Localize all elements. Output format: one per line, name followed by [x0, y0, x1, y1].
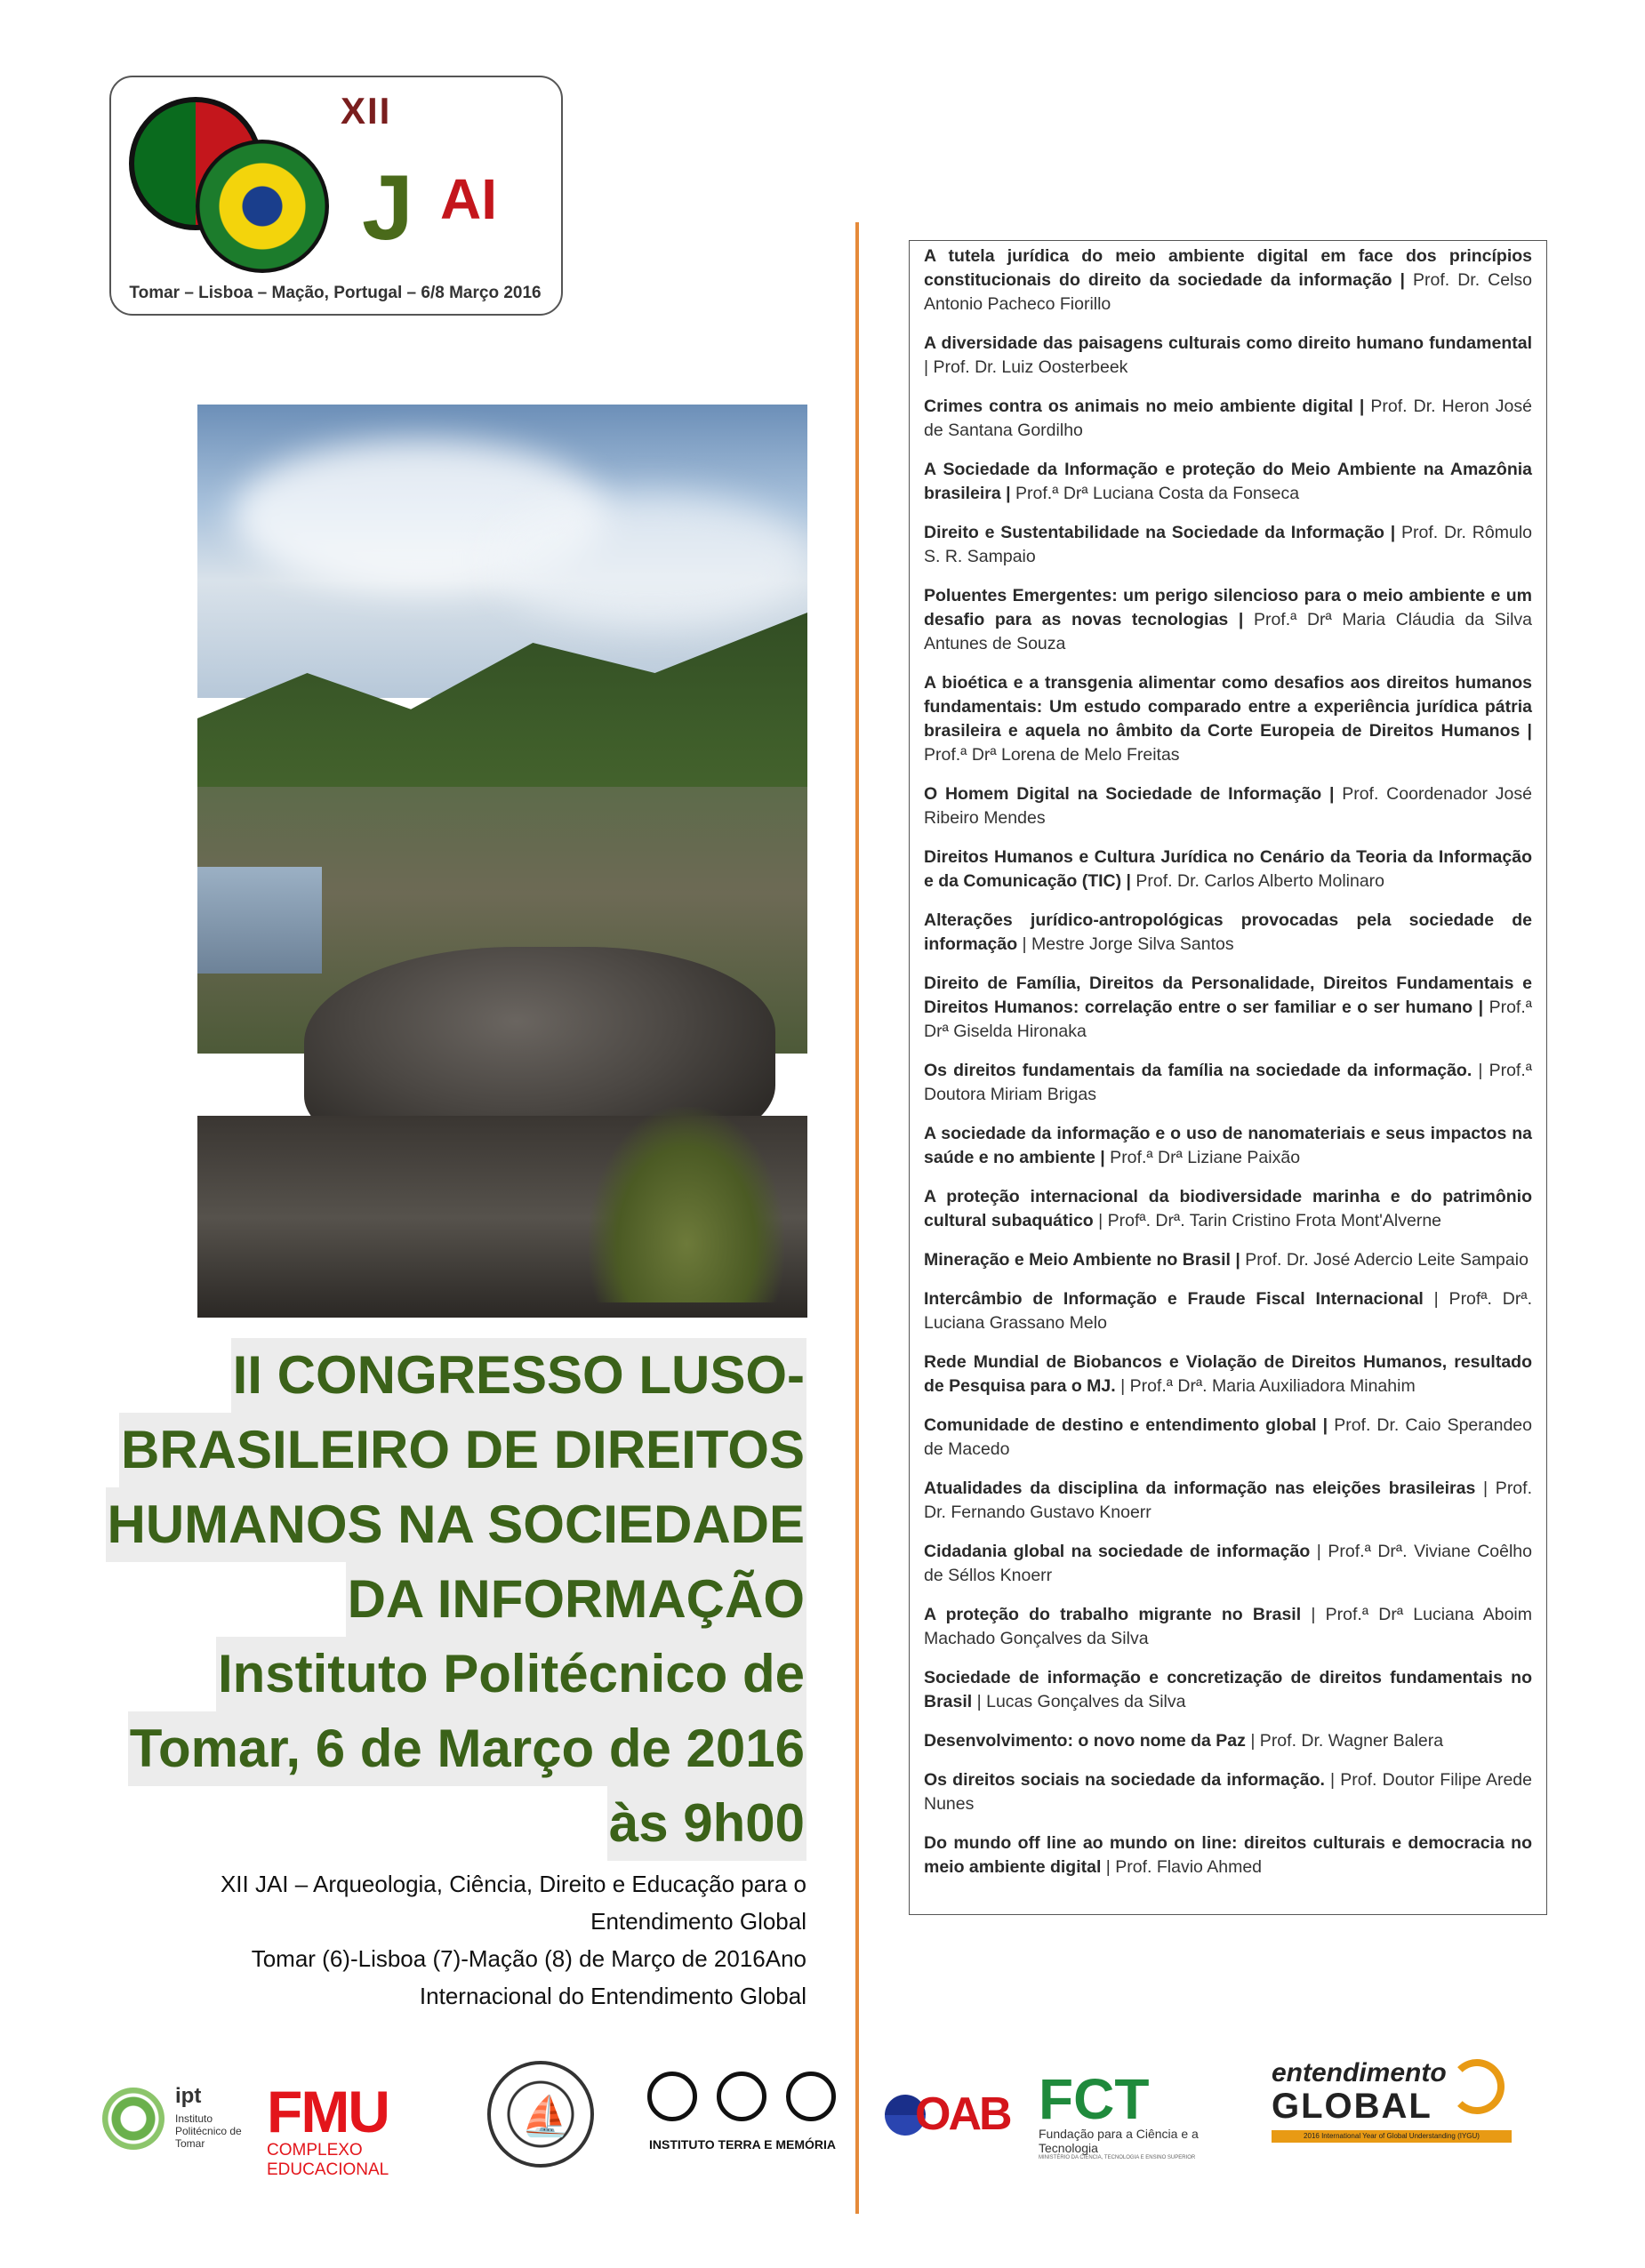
talk-title: A diversidade das paisagens culturais como direito humano fundamental [924, 333, 1532, 353]
talk-title: Desenvolvimento: o novo nome da Paz [924, 1731, 1246, 1751]
talk-speaker: Prof. Dr. José Adercio Leite Sampaio [1240, 1250, 1529, 1270]
fct-word: FCT [1039, 2067, 1150, 2131]
program-item [924, 1603, 1532, 1651]
talk-speaker: Prof. Dr. Heron José de Santana Gordilho [924, 397, 1532, 440]
talk-speaker: | Prof. Dr. Wagner Balera [1245, 1731, 1444, 1751]
ring-icon [786, 2072, 836, 2121]
eg-bar: 2016 International Year of Global Understanding (IYGU) [1272, 2130, 1512, 2143]
jai-logo [109, 76, 563, 316]
brazil-flag-circle [196, 140, 329, 273]
title-line: às 9h00 [607, 1786, 806, 1861]
program-item [924, 1248, 1532, 1272]
fmu-text: COMPLEXO EDUCACIONAL [267, 2141, 389, 2179]
title-line: Instituto Politécnico de [216, 1637, 806, 1711]
title-line: Tomar, 6 de Março de 2016 [128, 1711, 806, 1786]
congress-title [106, 1338, 806, 1861]
program-item [924, 972, 1532, 1044]
talk-title: Crimes contra os animais no meio ambiente digital | [924, 397, 1365, 416]
fmu-logo [267, 2079, 471, 2179]
talk-title: Intercâmbio de Informação e Fraude Fiscal Internacional [924, 1289, 1424, 1309]
program-item [924, 1477, 1532, 1525]
talk-title: A bioética e a transgenia alimentar como desafios aos direitos humanos fundamentais: Um estudo comparado entre a experiência jurídica pátria brasileira e aquela no âmbito da Corte Europeia de Direitos Humanos | [924, 673, 1532, 741]
fct-logo [1039, 2067, 1261, 2160]
talk-speaker: Prof. Dr. Celso Antonio Pacheco Fiorillo [924, 270, 1532, 314]
program-item [924, 1414, 1532, 1462]
program-item [924, 244, 1532, 317]
program-item [924, 1729, 1532, 1753]
talk-title: Sociedade de informação e concretização de direitos fundamentais no Brasil [924, 1668, 1532, 1711]
entendimento-global-logo [1272, 2059, 1512, 2157]
talk-speaker: Prof.ª Drª Giselda Hironaka [924, 998, 1532, 1041]
program-item [924, 458, 1532, 506]
talk-title: Os direitos sociais na sociedade da informação. [924, 1770, 1325, 1790]
talk-speaker: Prof.ª Drª Liziane Paixão [1104, 1148, 1301, 1167]
ring-icon [647, 2072, 697, 2121]
talk-speaker: | Lucas Gonçalves da Silva [972, 1692, 1186, 1711]
talk-title: Mineração e Meio Ambiente no Brasil | [924, 1250, 1240, 1270]
talk-speaker: | Prof.ª Drª. Maria Auxiliadora Minahim [1115, 1376, 1416, 1396]
photo-cloud [491, 493, 807, 627]
logo-subtitle: Tomar – Lisboa – Mação, Portugal – 6/8 Março 2016 [129, 284, 542, 302]
talk-speaker: | Mestre Jorge Silva Santos [1017, 934, 1234, 954]
program-item [924, 1768, 1532, 1816]
talk-speaker: | Prof. Dr. Luiz Oosterbeek [924, 357, 1128, 377]
logo-edition: XII [341, 90, 392, 132]
logo-ai [440, 166, 497, 232]
talk-title: Os direitos fundamentais da família na sociedade da informação. [924, 1061, 1472, 1080]
talk-speaker: | Prof. Flavio Ahmed [1101, 1857, 1263, 1877]
talk-title: Direito e Sustentabilidade na Sociedade da Informação | [924, 523, 1396, 542]
talk-speaker: Prof. Dr. Rômulo S. R. Sampaio [924, 523, 1533, 566]
photo-water [197, 867, 322, 974]
talk-speaker: | Prof.ª Drª Luciana Aboim Machado Gonçalves da Silva [924, 1605, 1532, 1648]
program-item [924, 1287, 1532, 1335]
ipt-text: Instituto Politécnico de Tomar [175, 2112, 242, 2150]
landscape-photo [197, 405, 807, 1318]
talk-title: A Sociedade da Informação e proteção do Meio Ambiente na Amazônia brasileira | [924, 460, 1532, 503]
logo-ai-text: AI [440, 167, 497, 231]
talk-speaker: Prof.ª Drª Lorena de Melo Freitas [924, 745, 1180, 765]
title-line: DA INFORMAÇÃO [346, 1562, 806, 1637]
fct-text: Fundação para a Ciência e a Tecnologia [1039, 2127, 1199, 2155]
talk-title: A sociedade da informação e o uso de nanomateriais e seus impactos na saúde e no ambiente | [924, 1124, 1532, 1167]
program-item [924, 671, 1532, 767]
talk-title: Alterações jurídico-antropológicas provocadas pela sociedade de informação [924, 910, 1532, 954]
talk-speaker: Prof. Coordenador José Ribeiro Mendes [924, 784, 1532, 828]
title-line: BRASILEIRO DE DIREITOS [119, 1413, 806, 1487]
instituto-terra-memoria-logo [640, 2072, 845, 2160]
flower-icon [102, 2088, 164, 2150]
program-item [924, 1666, 1532, 1714]
sun-icon [1449, 2059, 1505, 2114]
talk-title: A proteção do trabalho migrante no Brasil [924, 1605, 1302, 1624]
title-line: HUMANOS NA SOCIEDADE [106, 1487, 806, 1562]
vertical-divider [855, 222, 859, 2214]
ipt-word: ipt [175, 2084, 202, 2108]
talk-speaker: | Prof. Doutor Filipe Arede Nunes [924, 1770, 1532, 1814]
fct-small: MINISTÉRIO DA CIÊNCIA, TECNOLOGIA E ENSINO SUPERIOR [1039, 2155, 1196, 2160]
talk-title: Comunidade de destino e entendimento global | [924, 1415, 1328, 1435]
talk-title: Cidadania global na sociedade de informação [924, 1542, 1311, 1561]
talk-speaker: Prof. Dr. Caio Sperandeo de Macedo [924, 1415, 1533, 1459]
subtitle-line: XII JAI – Arqueologia, Ciência, Direito e Educação para o [220, 1871, 806, 1897]
talk-title: A tutela jurídica do meio ambiente digital em face dos princípios constitucionais do direito da sociedade da informação | [924, 246, 1532, 290]
talk-title: O Homem Digital na Sociedade de Informação | [924, 784, 1335, 804]
program-list [909, 240, 1547, 1915]
talk-speaker: | Prof. Dr. Fernando Gustavo Knoerr [924, 1479, 1532, 1522]
program-item [924, 1540, 1532, 1588]
talk-title: Atualidades da disciplina da informação nas eleições brasileiras [924, 1479, 1476, 1498]
eg-word2: GLOBAL [1272, 2087, 1432, 2126]
ittm-text: INSTITUTO TERRA E MEMÓRIA [649, 2137, 836, 2152]
talk-speaker: | Prof.ª Drª. Viviane Coêlho de Séllos Knoerr [924, 1542, 1532, 1585]
talk-title: Direitos Humanos e Cultura Jurídica no Cenário da Teoria da Informação e da Comunicação (TIC) | [924, 847, 1532, 891]
talk-speaker: | Prof.ª Doutora Miriam Brigas [924, 1061, 1532, 1104]
oab-word: OAB [915, 2088, 1010, 2140]
program-item [924, 395, 1532, 443]
talk-title: Do mundo off line ao mundo on line: direitos culturais e democracia no meio ambiente digital [924, 1833, 1532, 1877]
ship-icon: ⛵ [521, 2095, 570, 2138]
university-seal-logo [487, 2061, 594, 2168]
fmu-word: FMU [267, 2079, 389, 2144]
ring-icon [717, 2072, 766, 2121]
talk-speaker: Prof. Dr. Carlos Alberto Molinaro [1131, 871, 1385, 891]
title-line: II CONGRESSO LUSO- [231, 1338, 806, 1413]
talk-title: Poluentes Emergentes: um perigo silencioso para o meio ambiente e um desafio para as novas tecnologias | [924, 586, 1532, 629]
subtitle-line: Tomar (6)-Lisboa (7)-Mação (8) de Março de 2016Ano [251, 1945, 806, 1972]
program-item [924, 845, 1532, 894]
program-item [924, 1059, 1532, 1107]
event-subtitle [166, 1865, 806, 2015]
talk-title: Rede Mundial de Biobancos e Violação de Direitos Humanos, resultado de Pesquisa para o MJ. [924, 1352, 1532, 1396]
ipt-logo [102, 2079, 249, 2159]
program-item [924, 521, 1532, 569]
subtitle-line: Internacional do Entendimento Global [419, 1983, 806, 2009]
talk-speaker: Prof.ª Drª Maria Cláudia da Silva Antunes de Souza [924, 610, 1532, 653]
program-item [924, 332, 1532, 380]
talk-speaker: Prof.ª Drª Luciana Costa da Fonseca [1010, 484, 1300, 503]
talk-title: Direito de Família, Direitos da Personalidade, Direitos Fundamentais e Direitos Humanos: correlação entre o ser familiar e o ser humano | [924, 974, 1532, 1017]
program-item [924, 1350, 1532, 1398]
program-item [924, 1831, 1532, 1879]
talk-speaker: | Profª. Drª. Tarin Cristino Frota Mont'Alverne [1093, 1211, 1442, 1230]
photo-grass [589, 1107, 784, 1302]
program-item [924, 1122, 1532, 1170]
eg-word1: entendimento [1272, 2058, 1447, 2088]
talk-speaker: | Profª. Drª. Luciana Grassano Melo [924, 1289, 1532, 1333]
program-item [924, 909, 1532, 957]
oab-logo [885, 2088, 1010, 2141]
subtitle-line: Entendimento Global [590, 1908, 806, 1935]
talk-title: A proteção internacional da biodiversidade marinha e do patrimônio cultural subaquático [924, 1187, 1532, 1230]
logo-j: J [362, 156, 413, 260]
program-item [924, 1185, 1532, 1233]
program-item [924, 584, 1532, 656]
program-item [924, 782, 1532, 830]
